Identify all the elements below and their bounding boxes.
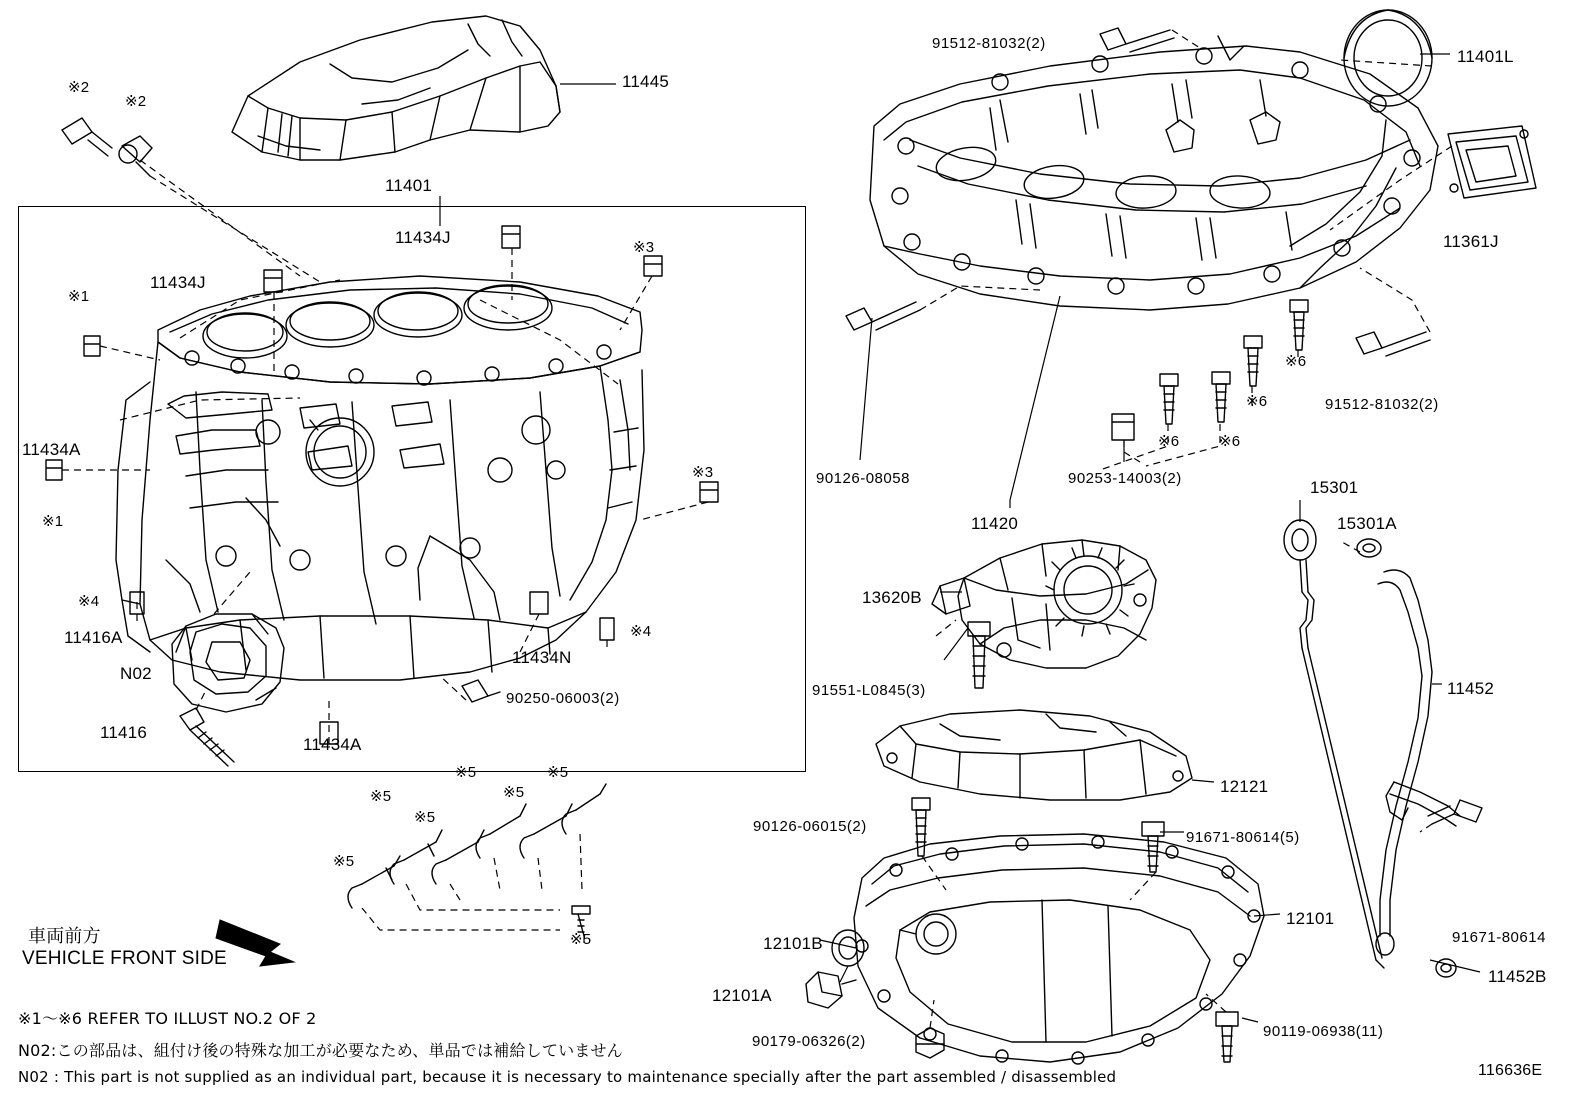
label-mark-5e: ※5 [503,784,525,801]
label-mark-4a: ※4 [78,593,100,610]
label-91551-L0845: 91551-L0845(3) [812,682,926,699]
label-91512-81032-a: 91512-81032(2) [932,35,1046,52]
label-12121: 12121 [1220,777,1269,796]
label-11445: 11445 [622,72,670,91]
label-90253-14003: 90253-14003(2) [1068,470,1182,487]
label-90119-06938: 90119-06938(11) [1263,1023,1384,1040]
label-11434N: 11434N [512,648,572,667]
label-mark-3a: ※3 [633,239,655,256]
label-11434J-a: 11434J [395,228,451,247]
label-15301: 15301 [1310,478,1359,497]
label-90126-08058: 90126-08058 [816,470,910,487]
vehicle-front-note-jp: 車両前方 [28,926,101,947]
label-11420: 11420 [971,514,1019,533]
label-11434A-b: 11434A [303,735,362,754]
label-mark-6a: ※6 [1285,353,1307,370]
label-mark-3b: ※3 [692,464,714,481]
label-91512-81032-b: 91512-81032(2) [1325,396,1439,413]
illustration-frame [18,206,806,772]
label-90250-06003: 90250-06003(2) [506,690,620,707]
label-mark-5f: ※5 [547,764,569,781]
label-91671-80614-a: 91671-80614(5) [1186,829,1300,846]
vehicle-front-note-en: VEHICLE FRONT SIDE [22,948,227,969]
label-13620B: 13620B [862,588,922,607]
label-mark-1b: ※1 [42,513,64,530]
label-mark-5g: ※5 [570,931,592,948]
label-mark-5a: ※5 [333,853,355,870]
footnote-n02-en: N02 : This part is not supplied as an individual part, because it is necessary to maintenance specially after the part assembled / disassembled [18,1068,1117,1086]
label-11416: 11416 [100,723,148,742]
label-mark-2b: ※2 [125,93,147,110]
label-11401L: 11401L [1457,47,1514,66]
label-91671-80614-b: 91671-80614 [1452,929,1546,946]
label-11452B: 11452B [1488,967,1547,986]
label-mark-5d: ※5 [455,764,477,781]
label-11434A-a: 11434A [22,440,81,459]
label-90126-06015: 90126-06015(2) [753,818,867,835]
label-12101A: 12101A [712,986,772,1005]
label-90179-06326: 90179-06326(2) [752,1033,866,1050]
label-n02: N02 [120,664,152,683]
label-mark-1a: ※1 [68,288,90,305]
label-mark-5c: ※5 [414,809,436,826]
label-11401: 11401 [385,176,433,195]
label-11434J-b: 11434J [150,273,206,292]
label-12101B: 12101B [763,934,823,953]
label-11361J: 11361J [1443,232,1499,251]
label-mark-5b: ※5 [370,788,392,805]
footnote-n02-jp: N02:この部品は、組付け後の特殊な加工が必要なため、単品では補給していません [18,1041,623,1060]
label-15301A: 15301A [1337,514,1397,533]
label-11416A: 11416A [64,628,123,647]
label-mark-6c: ※6 [1158,433,1180,450]
label-12101: 12101 [1286,909,1335,928]
vehicle-front-arrow [214,910,304,970]
label-mark-4b: ※4 [630,623,652,640]
label-mark-6d: ※6 [1219,433,1241,450]
footnote-marks: ※1～※6 REFER TO ILLUST NO.2 OF 2 [18,1009,317,1028]
diagram-id-code: 116636E [1478,1062,1543,1079]
label-mark-2a: ※2 [68,79,90,96]
label-11452: 11452 [1447,679,1495,698]
label-mark-6b: ※6 [1246,393,1268,410]
